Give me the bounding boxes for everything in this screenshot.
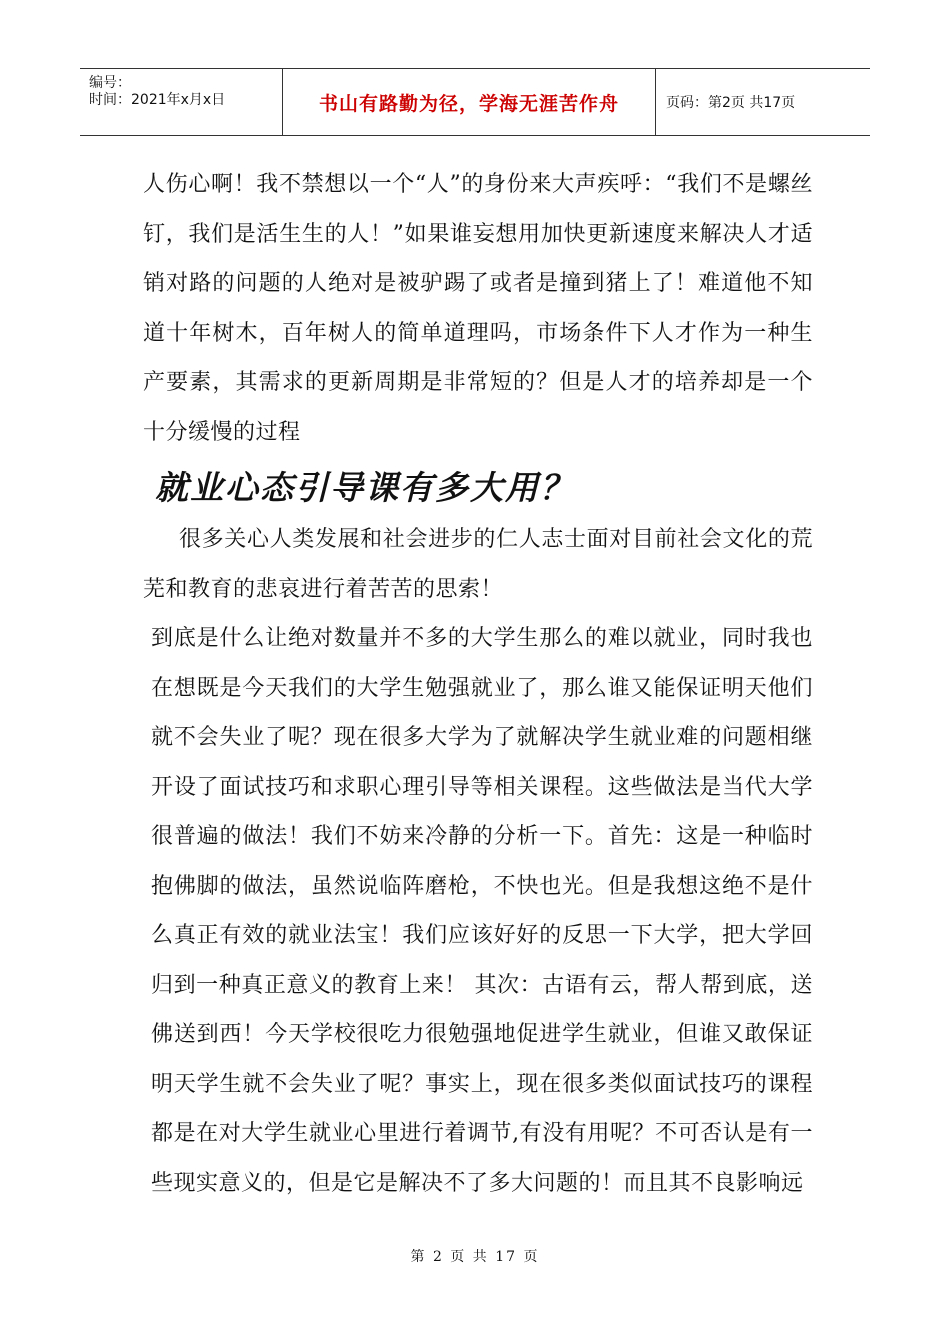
page-header: [80, 68, 870, 136]
header-motto: 书山有路勤为径，学海无涯苦作舟: [283, 69, 656, 135]
section-title: 就业心态引导课有多大用？: [155, 468, 575, 507]
header-meta: [80, 69, 283, 135]
body-paragraph-3: 到底是什么让绝对数量并不多的大学生那么的难以就业，同时我也在想既是今天我们的大学生勉强就业了，那么谁又能保证明天他们就不会失业了呢？现在很多大学为了就解决学生就业难的问题相继开设了面试技巧和求职心理引导等相关课程。这些做法是当代大学很普遍的做法！我们不妨来冷静的分析一下。首先：这是一种临时抱佛脚的做法，虽然说临阵磨枪，不快也光。但是我想这绝不是什么真正有效的就业法宝！我们应该好好的反思一下大学，把大学回归到一种真正意义的教育上来！ 其次：古语有云，帮人帮到底，送佛送到西！今天学校很吃力很勉强地促进学生就业，但谁又敢保证明天学生就不会失业了呢？事实上，现在很多类似面试技巧的课程都是在对大学生就业心里进行着调节,有没有用呢？不可否认是有一些现实意义的，但是它是解决不了多大问题的！而且其不良影响远: [151, 626, 813, 1196]
header-time-label: 时间：2021年x月x日: [89, 92, 226, 108]
header-number-label: 编号：: [89, 75, 131, 91]
body-paragraph-2: 很多关心人类发展和社会进步的仁人志士面对目前社会文化的荒芜和教育的悲哀进行着苦苦的思索！: [143, 527, 813, 602]
document-body: [143, 160, 813, 1208]
page-footer: 第 2 页 共 17 页: [410, 1249, 540, 1265]
header-page-info: 页码：第2页 共17页: [666, 95, 796, 111]
body-paragraph-1: 人伤心啊！我不禁想以一个“人”的身份来大声疾呼：“我们不是螺丝钉，我们是活生生的人！”如果谁妄想用加快更新速度来解决人才适销对路的问题的人绝对是被驴踢了或者是撞到猪上了！难道他不知道十年树木，百年树人的简单道理吗，市场条件下人才作为一种生产要素，其需求的更新周期是非常短的？但是人才的培养却是一个十分缓慢的过程: [143, 172, 813, 445]
